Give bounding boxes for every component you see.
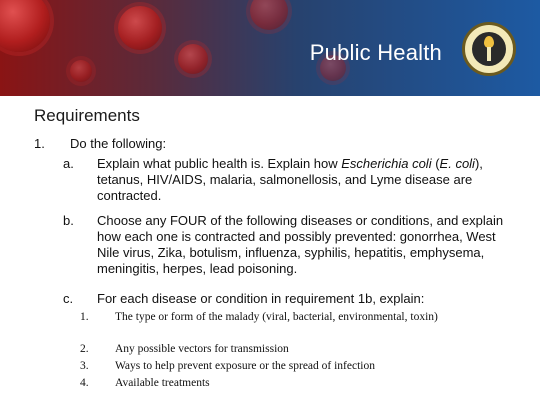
virus-graphic: [250, 0, 288, 30]
virus-graphic: [0, 0, 50, 52]
subrequirement-label: a.: [63, 156, 74, 171]
subrequirement-label: b.: [63, 213, 74, 228]
merit-badge-icon: [462, 22, 516, 76]
subrequirement-label: c.: [63, 291, 74, 306]
list-item-number: 1.: [80, 311, 89, 323]
page-title: Public Health: [309, 40, 442, 65]
subrequirement-text: Choose any FOUR of the following diseases or conditions, and explain how each one is contracted and possibly prevented: gonorrhea, West Nile virus, Zika, botulism, influenza, syphilis, hepatitis, emphysema, meningitis, herpes, lead poisoning.: [97, 213, 504, 276]
list-item-number: 4.: [80, 377, 89, 389]
list-item-number: 2.: [80, 343, 89, 355]
list-item: Any possible vectors for transmission: [115, 343, 289, 355]
requirement-number: 1.: [34, 136, 45, 151]
requirement-intro: Do the following:: [70, 136, 167, 151]
list-item: Ways to help prevent exposure or the spread of infection: [115, 360, 375, 372]
list-item: The type or form of the malady (viral, bacterial, environmental, toxin): [115, 311, 438, 323]
section-heading: Requirements: [34, 106, 140, 125]
virus-graphic: [118, 6, 162, 50]
virus-graphic: [178, 44, 208, 74]
list-item-number: 3.: [80, 360, 89, 372]
subrequirement-text: Explain what public health is. Explain how Escherichia coli (E. coli), tetanus, HIV/AIDS, malaria, salmonellosis, and Lyme disease are contracted.: [97, 156, 483, 203]
virus-graphic: [70, 60, 92, 82]
header-banner: [0, 0, 540, 96]
list-item: Available treatments: [115, 377, 210, 389]
subrequirement-text: For each disease or condition in requirement 1b, explain:: [97, 291, 425, 306]
